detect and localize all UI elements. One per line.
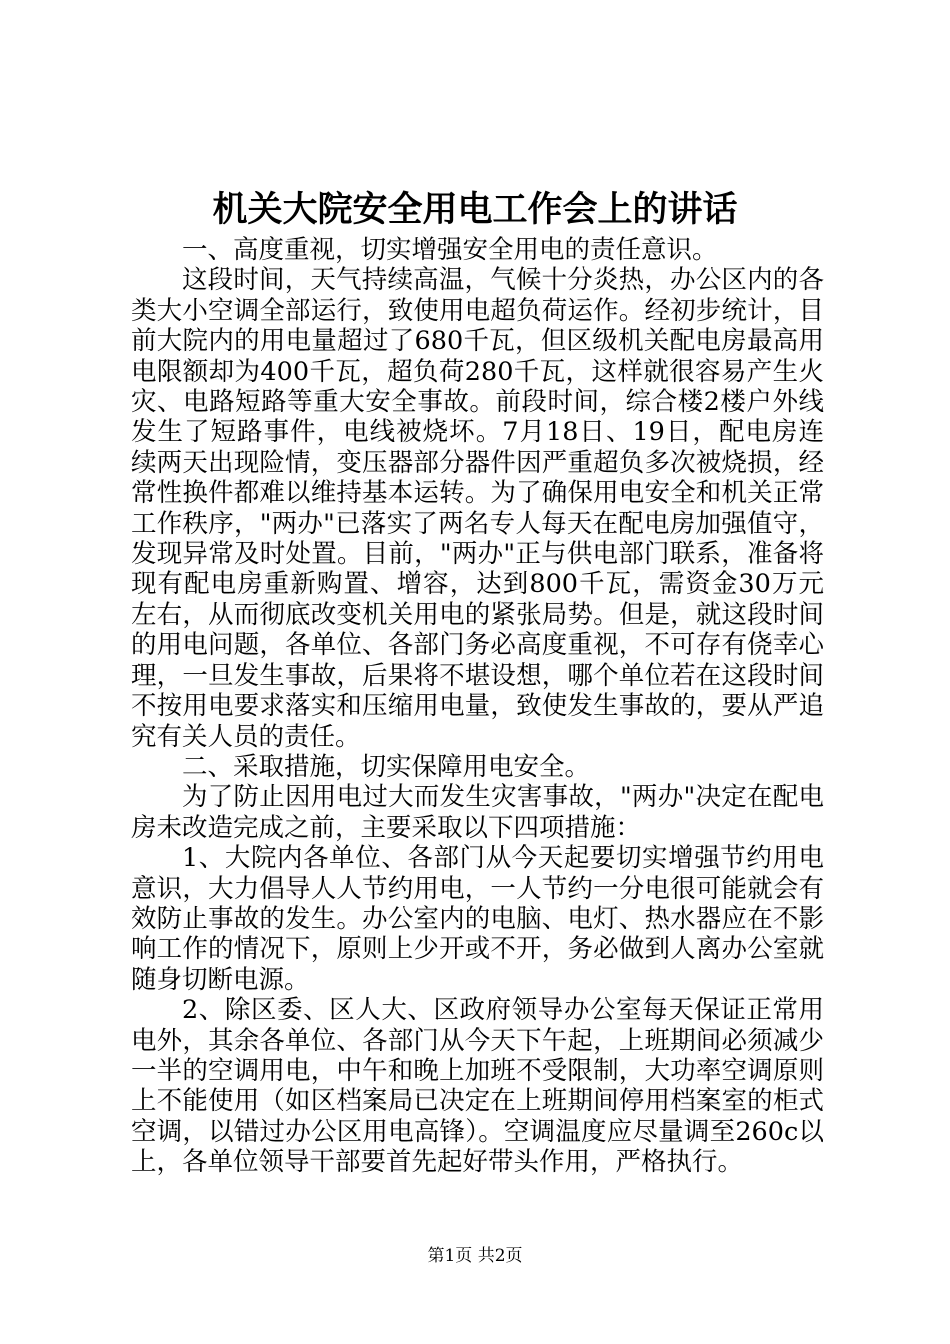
paragraph: 为了防止因用电过大而发生灾害事故，"两办"决定在配电房未改造完成之前，主要采取以下四项措施： [131, 782, 824, 843]
measure-item-2: 2、除区委、区人大、区政府领导办公室每天保证正常用电外，其余各单位、各部门从今天下午起，上班期间必须减少一半的空调用电，中午和晚上加班不受限制，大功率空调原则上不能使用（如区档案局已决定在上班期间停用档案室的柜式空调，以错过办公区用电高锋）。空调温度应尽量调至260c以上，各单位领导干部要首先起好带头作用，严格执行。 [131, 995, 824, 1178]
section-heading-2: 二、采取措施，切实保障用电安全。 [182, 751, 591, 782]
document-body [131, 235, 824, 1178]
measure-item-1: 1、大院内各单位、各部门从今天起要切实增强节约用电意识，大力倡导人人节约用电，一人节约一分电很可能就会有效防止事故的发生。办公室内的电脑、电灯、热水器应在不影响工作的情况下，原则上少开或不开，务必做到人离办公室就随身切断电源。 [131, 843, 824, 995]
section-heading-1: 一、高度重视，切实增强安全用电的责任意识。 [182, 235, 718, 265]
document-title: 机关大院安全用电工作会上的讲话 [212, 189, 738, 230]
page-footer: 第1页 共2页 [427, 1246, 523, 1266]
paragraph: 这段时间，天气持续高温，气候十分炎热，办公区内的各类大小空调全部运行，致使用电超负荷运作。经初步统计，目前大院内的用电量超过了680千瓦，但区级机关配电房最高用电限额却为400千瓦，超负荷280千瓦，这样就很容易产生火灾、电路短路等重大安全事故。前段时间，综合楼2楼户外线发生了短路事件，电线被烧坏。7月18日、19日，配电房连续两天出现险情，变压器部分器件因严重超负多次被烧损，经常性换件都难以维持基本运转。为了确保用电安全和机关正常工作秩序，"两办"已落实了两名专人每天在配电房加强值守，发现异常及时处置。目前，"两办"正与供电部门联系，准备将现有配电房重新购置、增容，达到800千瓦，需资金30万元左右，从而彻底改变机关用电的紧张局势。但是，就这段时间的用电问题，各单位、各部门务必高度重视，不可存有侥幸心理，一旦发生事故，后果将不堪设想，哪个单位若在这段时间不按用电要求落实和压缩用电量，致使发生事故的，要从严追究有关人员的责任。 [131, 265, 824, 752]
